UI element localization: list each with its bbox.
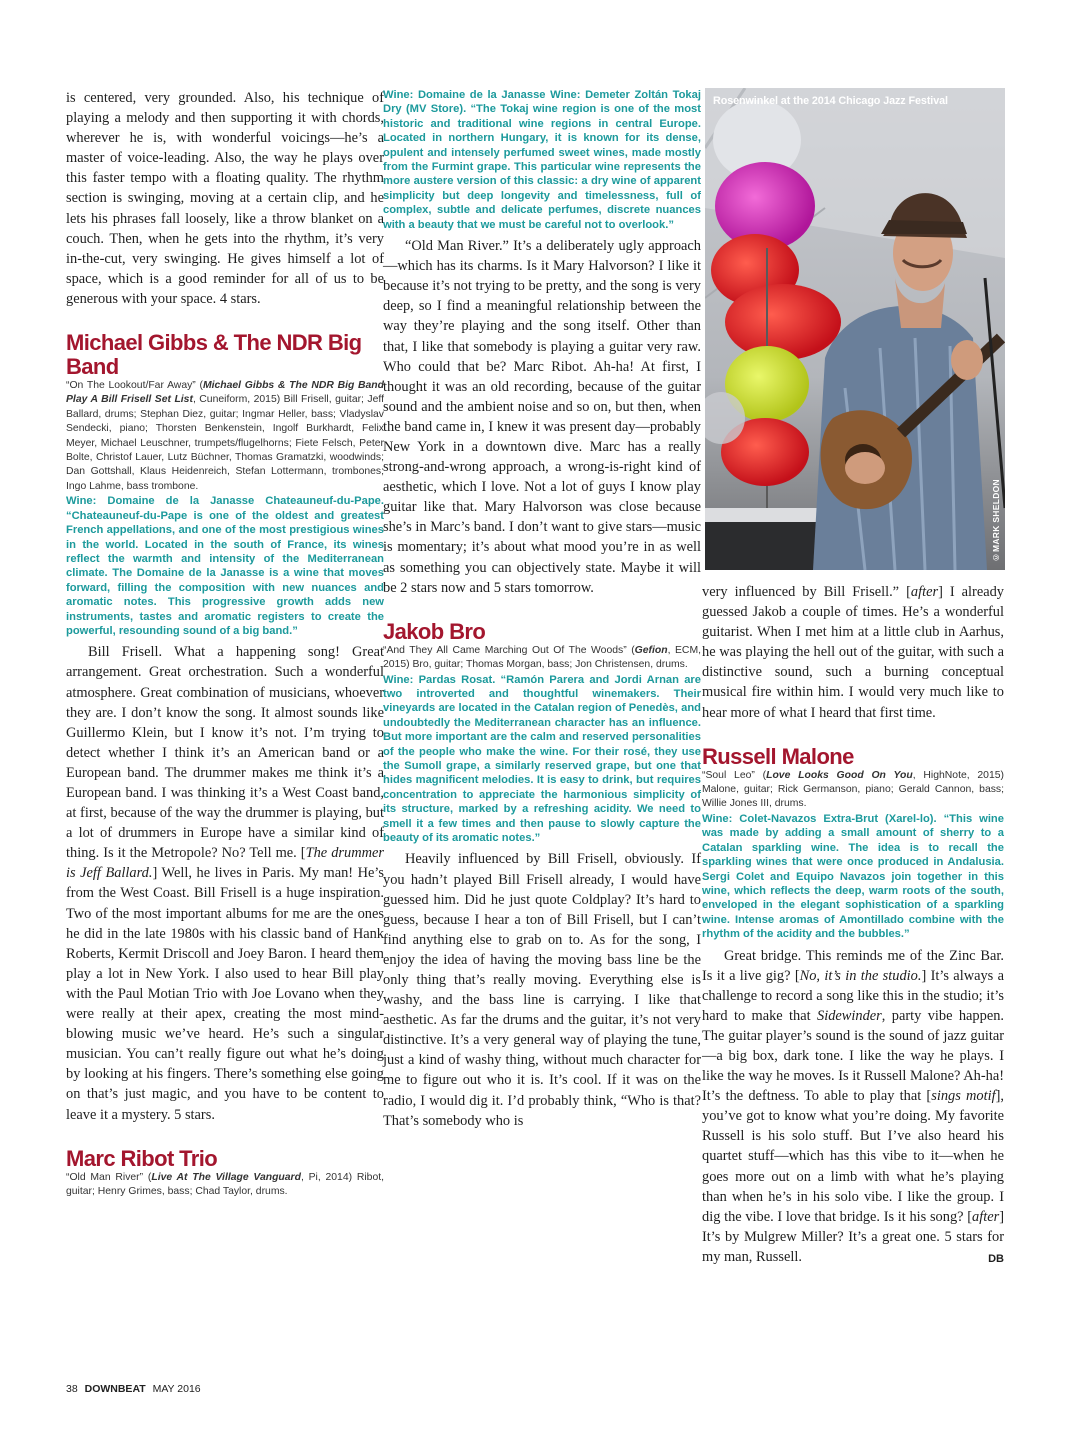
column-2 [383, 88, 701, 1131]
ribot-heading: Marc Ribot Trio [66, 1145, 218, 1171]
photo-illustration [705, 88, 1005, 570]
bro-review: Heavily influenced by Bill Frisell, obviously. If you hadn’t played Bill Frisell already, I would have guessed him. Did he just quote Coldplay? It’s hard to guess, because I hear a ton of Bill Frisell, but I can’t find anything else to grab on to. As for the song, I enjoy the idea of having the moving bass line be the only thing that’s really moving. Everything else is washy, and the bass line is carrying. I like that aesthetic. As far the drums and the guitar, it’s not very distinctive. It’s a very general way of playing the tune, just a kind of washy thing, without much character for me to figure out who it is. It’s cool. If it was on the radio, I would dig it. I’d probably think, “Who is that? That’s somebody who is [383, 851, 701, 1129]
bro-heading: Jakob Bro [383, 618, 486, 644]
column-3 [702, 582, 1004, 1269]
end-mark: DB [988, 1252, 1004, 1265]
bro-credits: “And They All Came Marching Out Of The Woods” (Gefion, ECM, 2015) Bro, guitar; Thomas Morgan, bass; Jon Christensen, drums. [383, 644, 701, 671]
malone-heading: Russell Malone [702, 743, 854, 769]
bro-wine: Wine: Pardas Rosat. “Ramón Parera and Jordi Arnan are two introverted and thoughtful winemakers. Their vineyards are located in the Catalan region of Penedès, and undoubtedly the Mediterranean character has an influence. But more important are the calm and reserved personalities of the people who make the wine. For their rosé, they use the Sumoll grape, a similarly reserved grape, but one that hides magnificent melodies. It is easy to drink, but requires concentration to appreciate the harmonious simplicity of its structure, marked by a refreshing acidity. We need to smell it a few times and then pause to slowly capture the beauty of its aromatic notes.” [383, 673, 701, 845]
page-number: 38 [66, 1383, 78, 1395]
photo-credit: ©MARK SHELDON [991, 478, 1001, 562]
rosenwinkel-photo [705, 88, 1005, 570]
magazine-name: DOWNBEAT [84, 1383, 146, 1395]
issue-date: MAY 2016 [152, 1383, 201, 1395]
ribot-credits: “Old Man River” (Live At The Village Vanguard, Pi, 2014) Ribot, guitar; Henry Grimes, bass; Chad Taylor, drums. [66, 1171, 384, 1197]
intro-paragraph: is centered, very grounded. Also, his technique of playing a melody and then supporting it with chords, wherever he is, with wonderful voicings—he’s a master of voice-leading. Also, the way he plays over this faster tempo with a floating quality. The rhythm section is swinging, moving at a certain clip, and he lets his phrases fall loosely, like a throw blanket on a couch. Then, when he gets into the rhythm, it’s very in-the-cut, very swinging. He gives himself a lot of space, which is a good reminder for all of us to be generous with your space. 4 stars. [66, 90, 384, 307]
ribot-review: “Old Man River.” It’s a deliberately ugly approach—which has its charms. Is it Mary Halvorson? I like it because it’s not trying to be pretty, and the song is very deep, so I find a meaningful relationship between the way they’re playing and the song itself. Other than that, I like that somebody is playing a guitar very raw. Who could that be? Marc Ribot. Ah-ha! At first, I thought it was an old recording, because of the guitar sound and the ambient noise and so on, but then, when the band came in, I knew it was present day—probably New York in a downtown dive. Marc has a really strong-and-wrong approach, a wrong-is-right kind of aesthetic, which I love. Not a lot of guys I know play guitar like that. Mary Halvorson was close because she’s in Marc’s band. I don’t want to give stars—music is momentary; it’s about what mood you’re in as well as something you can objectively state. Maybe it will be 2 stars now and 5 stars tomorrow. [383, 238, 701, 596]
malone-wine: Wine: Colet-Navazos Extra-Brut (Xarel-lo). “This wine was made by adding a small amount of sherry to a Catalan sparkling wine. The idea is to recall the sparkling wines that were once produced in Andalusia. Sergi Colet and Equipo Navazos join together in this wine, which reflects the deep, warm roots of the south, enveloped in the elegant sophistication of a sparkling wine. Intense aromas of Amontillado combine with the rhythm of the acidity and the bubbles.” [702, 812, 1004, 941]
gibbs-credits: “On The Lookout/Far Away” (Michael Gibbs & The NDR Big Band Play A Bill Frisell Set List, Cuneiform, 2015) Bill Frisell, guitar; Jeff Ballard, drums; Stephan Diez, guitar; Ingmar Heller, bass; Vladyslav Sendecki, piano; Thorsten Benkenstein, Ingolf Burkhardt, Felix Meyer, Michael Leuschner, trumpets/flugelhorns; Fiete Felsch, Peter Bolte, Christof Lauer, Lutz Büchner, Thomas Gramatzki, woodwinds; Dan Gottshall, Klaus Heidenreich, Stefan Lottermann, trombones; Ingo Lahme, bass trombone. [66, 380, 385, 492]
column-1 [66, 88, 384, 1199]
malone-credits: “Soul Leo” (Love Looks Good On You, HighNote, 2015) Malone, guitar; Rick Germanson, piano; Gerald Cannon, bass; Willie Jones III, drums. [702, 769, 1004, 810]
malone-review: Great bridge. This reminds me of the Zinc Bar. Is it a live gig? [No, it’s in the studio.] It’s always a challenge to record a song like this in the studio; it’s hard to make that Sidewinder, party vibe happen. The guitar player’s sound is the sound of jazz guitar—a big box, dark tone. I like the way he plays. I like the way he moves. Is it Russell Malone? Ah-ha! It’s the deftness. To able to play that [sings motif], you’ve got to know what you’re doing. My favorite Russell is his solo stuff. But I’ve also heard his quartet stuff—which has this vibe to it—when he goes more out on a limb with what he’s playing than when he’s in his solo vibe. I like the group. I dig the vibe. I love that bridge. Is it his song? [after] It’s by Mulgrew Miller? It’s a great one. 5 stars for my man, Russell. DB [702, 946, 1004, 1268]
gibbs-wine: Wine: Domaine de la Janasse Chateauneuf-du-Pape. “Chateauneuf-du-Pape is one of the oldest and greatest French appellations, and one of the most prestigious wines in the world. Located in the south of France, its wines reflect the warmth and intensity of the Mediterranean climate. The Domaine de la Janasse is a wine that moves forward, filling the composition with new nuances and aromatic notes. This progressive growth adds new instruments, tastes and aromatic registers to create the powerful, resounding sound of a big band.” [66, 495, 384, 637]
photo-caption: Rosenwinkel at the 2014 Chicago Jazz Festival [713, 95, 948, 107]
gibbs-heading: Michael Gibbs & The NDR Big Band [66, 330, 362, 380]
bro-review-continued: very influenced by Bill Frisell.” [after] I already guessed Jakob a couple of times. He’s a wonderful guitarist. When I met him at a little club in Aarhus, he was playing the hell out of the guitar, with such a distinctive sound, such a burning conceptual musical fire within him. I would very much like to hear more of what I heard that first time. [702, 584, 1004, 721]
ribot-wine: Wine: Domaine de la Janasse Wine: Demeter Zoltán Tokaj Dry (MV Store). “The Tokaj wine region is one of the most historic and traditional wine regions in central Europe. Located in northern Hungary, it is known for its dense, opulent and intensely perfumed sweet wines, made mostly from the Furmint grape. This particular wine represents the more austere version of this classic: a dry wine of apparent simplicity but deep longevity and timelessness, full of complex, subtle and delicate perfumes, discrete nuances with a beauty that we must be careful not to overlook.” [383, 89, 701, 231]
gibbs-review: Bill Frisell. What a happening song! Great arrangement. Great orchestration. Such a wonderful atmosphere. Great combination of musicians, whoever they are. I don’t know the song. It almost sounds like Guillermo Klein, but I know it’s not. I’m trying to detect whether I think it’s an American band or a European band. The drummer makes me think it’s a European band. I was thinking it’s a West Coast band, at first, because of the way the drummer is playing, but a lot of drummers in Europe have a similar kind of thing. Is it the Metropole? No? Tell me. [The drummer is Jeff Ballard.] Well, he lives in Paris. My man! He’s from the West Coast. Bill Frisell is a huge inspiration. Two of the most important albums for me are the ones he did in the late 1980s with his classic band of Hank Roberts, Kermit Driscoll and Joey Baron. I heard them play a lot in New York. I also used to hear Bill play with the Paul Motian Trio with Joe Lovano when they were really at their apex, creating the most mind-blowing music we’ve heard. He’s such a singular musician. You can’t really figure out what he’s doing by looking at his fingers. There’s something else going on that’s just magic, and you have to be content to leave it a mystery. 5 stars. [66, 644, 384, 1123]
page-footer [66, 1383, 201, 1395]
